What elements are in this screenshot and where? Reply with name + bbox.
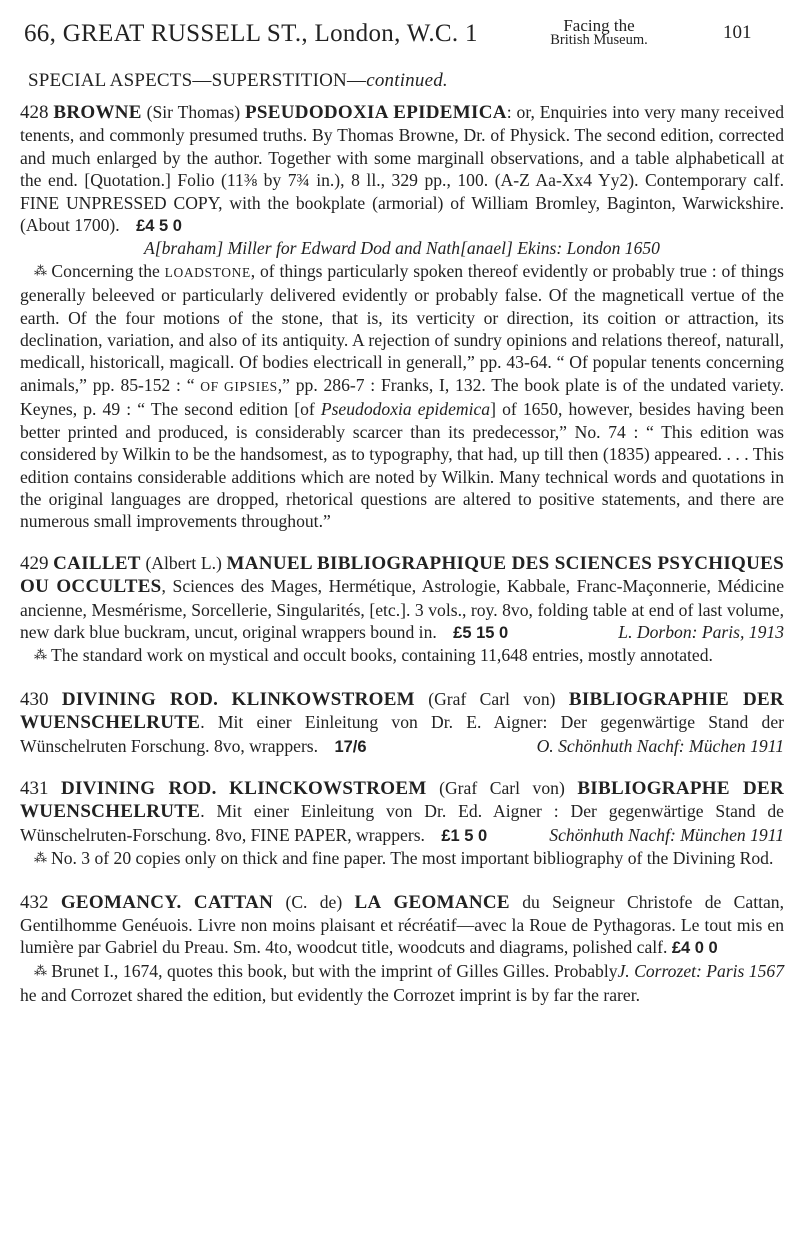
entry-note (20, 260, 784, 533)
entry-number: 429 (20, 552, 49, 574)
page-header (20, 14, 784, 54)
catalogue-entry-429 (20, 552, 784, 669)
section-heading (28, 70, 784, 92)
note-text: The standard work on mystical and occult books, containing 11,648 entries, mostly annotated. (51, 645, 713, 666)
entry-imprint: Schönhuth Nachf: München 1911 (549, 824, 784, 845)
entry-author: CATTAN (193, 891, 274, 913)
note-smallcaps-loadstone: LOADSTONE (164, 264, 251, 280)
catalogue-entry-430 (20, 688, 784, 758)
entry-body: . Mit einer Einleitung von Dr. Ed. Aigner : Der gegenwärtige Stand de Wünschelruten-Forschung. 8vo, FINE PAPER, wrappers. (20, 801, 784, 845)
entry-number: 431 (20, 777, 49, 799)
entry-price: £4 5 0 (136, 217, 182, 236)
entry-imprint: A[braham] Miller for Edward Dod and Nath[anael] Ekins: London 1650 (144, 238, 660, 259)
entry-imprint: J. Corrozet: Paris 1567 (617, 960, 784, 981)
entry-subject: DIVINING ROD. (61, 688, 219, 710)
note-part-d: ] of 1650, however, besides having been better printed and produced, is considerably scarcer than its predecessor,” No. 74 : “ This edition was considered by Wilkin to be the handsomest, as to typography, that had, up till then (1835) appeared. . . . This edition contains considerable additions which are noted by Wilkin. Many technical words and quotations in the original languages are dropped, rhetorical questions are altered to positive statements, and there are numerous small improvements throughout.” (20, 399, 784, 532)
entry-body: du Seigneur Christofe de Cattan, Gentilhomme Genéuois. Livre non moins plaisant et récréatif—avec la Roue de Pythagoras. Le tout mis en lumière par Gabriel du Preau. Sm. 4to, woodcut title, woodcuts and diagrams, polished calf. (20, 891, 784, 958)
entry-price: £4 0 0 (671, 939, 718, 958)
note-text: No. 3 of 20 copies only on thick and fine paper. The most important bibliography of the Divining Rod. (51, 848, 774, 869)
asterism-icon: ⁂ (34, 647, 47, 663)
note-italic-title: Pseudodoxia epidemica (320, 399, 491, 420)
asterism-icon: ⁂ (34, 262, 48, 278)
entry-author-detail: (Graf Carl von) (414, 688, 569, 709)
entry-author: CAILLET (53, 552, 141, 574)
entry-author-detail: (Albert L.) (140, 552, 227, 573)
entry-number: 428 (20, 102, 49, 123)
note-smallcaps-gipsies: OF GIPSIES (200, 378, 278, 394)
header-facing (544, 18, 654, 48)
note-part-a: Concerning the (51, 260, 165, 281)
entry-body: : or, Enquiries into very many received tenents, and commonly presumed truths. By Thomas Browne, Dr. of Physick. The second edition, corrected and much enlarged by the author. Together with some marginall observations, and a table alphabeticall at the end. [Quotation.] Folio (11⅜ by 7¾ in.), 8 ll., 329 pp., 100. (A-Z Aa-Xx4 Yy2). Contemporary calf. FINE UNPRESSED COPY, with the bookplate (armorial) of William Bromley, Baginton, Warwickshire. (About 1700). (20, 102, 785, 236)
note-text: Brunet I., 1674, quotes this book, but with the imprint of Gilles Gilles. Probably he and Corrozet shared the edition, but evidently the Corrozet imprint is by far the rarer. (20, 960, 640, 1006)
entry-title: LA GEOMANCE (354, 891, 510, 913)
entry-subject: GEOMANCY. (60, 891, 182, 913)
entry-spacer (217, 778, 230, 798)
section-title: SPECIAL ASPECTS—SUPERSTITION— (28, 70, 367, 91)
entry-title: BIBLIOGRAPHIE DER WUENSCHELRUTE (20, 688, 784, 734)
entry-imprint: O. Schönhuth Nachf: Müchen 1911 (536, 735, 784, 756)
entry-author-detail: (Graf Carl von) (426, 777, 578, 798)
entry-author: KLINCKOWSTROEM (229, 777, 427, 799)
page-number: 101 (723, 22, 752, 43)
entry-description (20, 891, 784, 981)
entry-author-detail: (C. de) (273, 891, 355, 912)
entry-title: BIBLIOGRAPHE DER WUENSCHELRUTE (20, 777, 784, 823)
catalogue-entry-431 (20, 777, 784, 872)
entry-subject: DIVINING ROD. (61, 777, 217, 799)
entry-description (20, 101, 784, 237)
entry-title: PSEUDODOXIA EPIDEMICA (245, 102, 507, 123)
entry-title: MANUEL BIBLIOGRAPHIQUE DES SCIENCES PSYCHIQUES OU OCCULTES (20, 552, 785, 598)
entry-description (20, 552, 784, 645)
entry-number: 432 (20, 891, 49, 913)
note-part-c: ,” pp. 286-7 : Franks, I, 132. The book plate is of the undated variety. Keynes, p. 49 : “ The second edition [of (20, 374, 784, 420)
entry-price: £5 15 0 (453, 623, 509, 642)
entry-imprint-line (20, 237, 784, 259)
entry-body: . Mit einer Einleitung von Dr. E. Aigner: Der gegenwärtige Stand der Wünschelruten Forschung. 8vo, wrappers. (20, 712, 784, 756)
note-part-b: , of things particularly spoken thereof evidently or probably true : of things generally beleeved or particularly delivered evidently or probably false. Of the magneticall vertue of the earth. Of the four motions of the stone, that is, its verticity or direction, its coition or attraction, its declination, variation, and also of its antiquity. A rejection of sundry opinions and relations thereof, naturall, medicall, historicall, magicall. Of bodies electricall in generall,” pp. 43-64. “ Of popular tenents concerning animals,” pp. 85-152 : “ (20, 260, 784, 395)
entry-description (20, 777, 784, 847)
header-facing-line1: Facing the (563, 16, 635, 35)
asterism-icon: ⁂ (34, 962, 48, 978)
catalogue-entry-428 (20, 101, 784, 533)
entry-spacer (218, 689, 231, 709)
entry-price: 17/6 (334, 737, 367, 756)
header-address: 66, GREAT RUSSELL ST., London, W.C. 1 (24, 20, 478, 47)
section-continued: continued. (366, 70, 448, 91)
entry-price: £1 5 0 (441, 826, 488, 845)
asterism-icon: ⁂ (34, 850, 47, 866)
entry-author: BROWNE (53, 102, 142, 123)
entry-author-detail: (Sir Thomas) (141, 102, 246, 122)
header-facing-line2: British Museum. (550, 32, 648, 48)
entry-body: , Sciences des Mages, Hermétique, Astrologie, Kabbale, Franc-Maçonnerie, Médicine ancienne, Mesmérisme, Sorcellerie, Singularités, [etc.]. 3 vols., roy. 8vo, folding table at end of last volume, new dark blue buckram, uncut, original wrappers bound in. (20, 576, 784, 642)
entry-note (20, 644, 784, 668)
entry-note (20, 847, 784, 871)
entry-imprint: L. Dorbon: Paris, 1913 (618, 621, 784, 642)
entry-description (20, 688, 784, 758)
entry-number: 430 (20, 688, 49, 710)
catalogue-entry-432 (20, 891, 784, 1007)
entry-spacer (182, 892, 194, 912)
entry-author: KLINKOWSTROEM (231, 688, 415, 710)
